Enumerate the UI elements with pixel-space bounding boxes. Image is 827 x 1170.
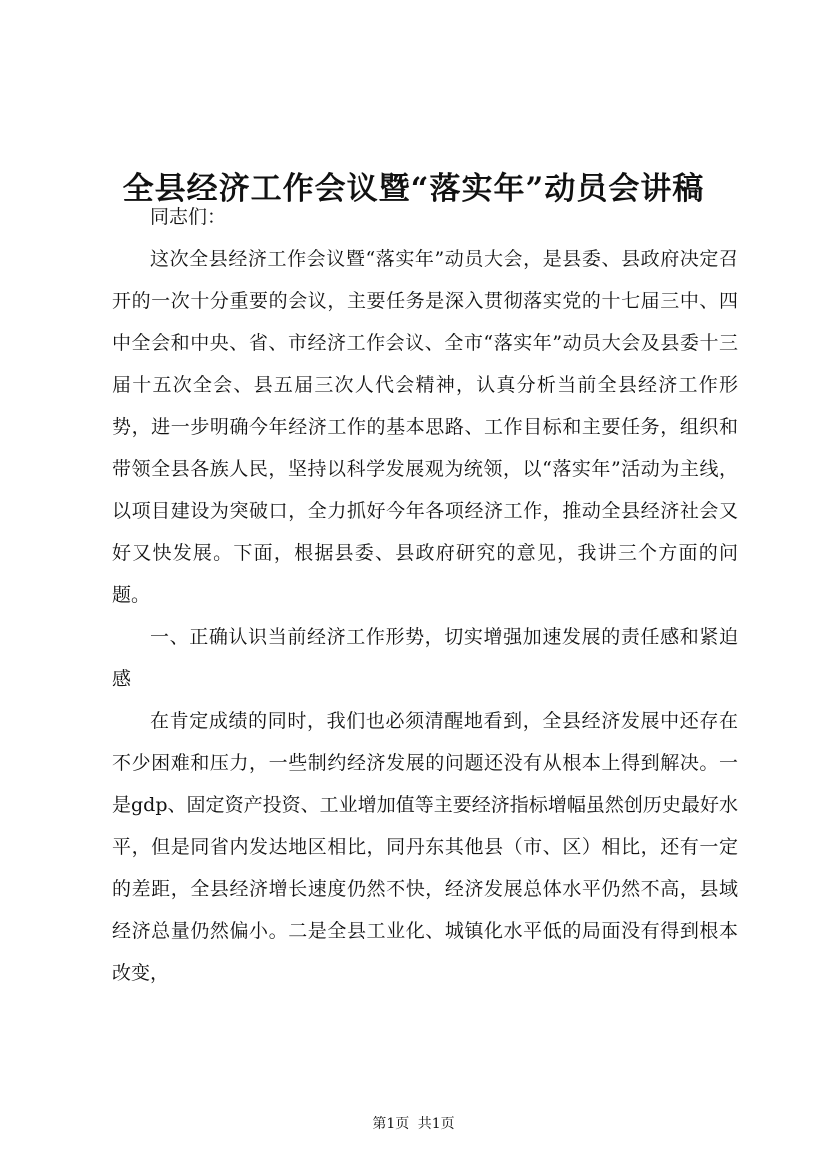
document-title: 全县经济工作会议暨“落实年”动员会讲稿 [122,170,705,207]
paragraph-section-1: 在肯定成绩的同时，我们也必须清醒地看到，全县经济发展中还存在不少困难和压力，一些制约经济发展的问题还没有从根本上得到解决。一是gdp、固定资产投资、工业增加值等主要经济指标增幅虽然创历史最好水平，但是同省内发达地区相比，同丹东其他县（市、区）相比，还有一定的差距，全县经济增长速度仍然不快，经济发展总体水平仍然不高，县域经济总量仍然偏小。二是全县工业化、城镇化水平低的局面没有得到根本改变， [112,710,738,984]
salutation: 同志们： [150,206,227,228]
section-heading-1: 一、正确认识当前经济工作形势，切实增强加速发展的责任感和紧迫感 [112,626,738,690]
page-number-current: 第1页 [372,1116,410,1132]
paragraph-intro: 这次全县经济工作会议暨“落实年”动员大会，是县委、县政府决定召开的一次十分重要的会议，主要任务是深入贯彻落实党的十七届三中、四中全会和中央、省、市经济工作会议、全市“落实年”动员大会及县委十三届十五次全会、县五届三次人代会精神，认真分析当前全县经济工作形势，进一步明确今年经济工作的基本思路、工作目标和主要任务，组织和带领全县各族人民，坚持以科学发展观为统领，以“落实年”活动为主线，以项目建设为突破口，全力抓好今年各项经济工作，推动全县经济社会又好又快发展。下面，根据县委、县政府研究的意见，我讲三个方面的问题。 [112,248,738,606]
page-footer [0,1113,827,1135]
document-body [112,196,738,994]
page-number-total: 共1页 [417,1116,455,1132]
